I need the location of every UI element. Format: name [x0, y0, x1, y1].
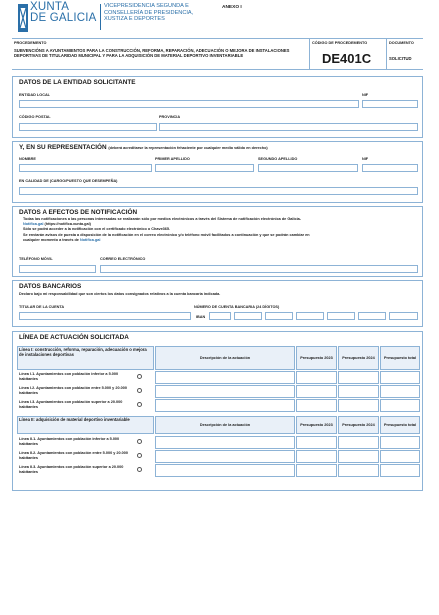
procedure-code-label: CÓDIGO DE PROCEDEMENTO: [312, 41, 368, 45]
representative-note: (deberá acreditarse la representación fehaciente por cualquier medio válido en derecho): [108, 146, 268, 150]
bank-field-5[interactable]: [327, 312, 355, 320]
line-ii2-total[interactable]: [380, 450, 420, 463]
document-label: DOCUMENTO: [389, 41, 414, 45]
provincia-label: PROVINCIA: [159, 115, 181, 119]
representative-section: [12, 141, 423, 203]
procedure-divider-1: [309, 39, 310, 69]
line-ii1-desc[interactable]: [155, 436, 295, 449]
line-ii2-2024[interactable]: [338, 450, 379, 463]
bank-declaration: Declaro bajo mi responsabilidad que son ciertos los datos consignados relativos a la cuenta bancaria indicada.: [19, 292, 221, 296]
codigo-postal-label: CÓDIGO POSTAL: [19, 115, 51, 119]
entity-nif-label: NIF: [362, 93, 369, 97]
line-i1-desc[interactable]: [155, 371, 295, 384]
group1-desc-header: Descripción de la actuación: [155, 346, 295, 370]
line-i2-desc[interactable]: [155, 385, 295, 398]
line-i3-desc[interactable]: [155, 399, 295, 412]
line-i3-2023[interactable]: [296, 399, 337, 412]
group2-2023-header: Presupuesto 2023: [296, 416, 337, 434]
bank-title: DATOS BANCARIOS: [19, 283, 82, 290]
line-i1-2023[interactable]: [296, 371, 337, 384]
group2-title: Línea II: adquisición de material deportivo inventariable: [19, 417, 130, 422]
line-ii2-radio[interactable]: [137, 453, 142, 458]
line-i3-label: Línea I.3. Ayuntamientos con población superior a 20.000 habitantes: [19, 400, 123, 409]
bank-field-6[interactable]: [358, 312, 386, 320]
line-i3-radio[interactable]: [137, 402, 142, 407]
line-i2-total[interactable]: [380, 385, 420, 398]
lines-title: LÍNEA DE ACTUACIÓN SOLICITADA: [19, 334, 129, 341]
titular-field[interactable]: [19, 312, 191, 320]
procedure-divider-2: [386, 39, 387, 69]
line-ii1-2024[interactable]: [338, 436, 379, 449]
line-ii3-total[interactable]: [380, 464, 420, 477]
logo-line-1: XUNTA: [30, 1, 70, 13]
line-i2-label: Línea I.2. Ayuntamientos con población entre 5.000 y 20.000 habitantes: [19, 386, 127, 395]
group1-title: Línea I: construcción, reforma, reparación, adecuación o mejora de instalaciones deportivas: [19, 347, 147, 357]
bank-field-2[interactable]: [234, 312, 262, 320]
entidad-local-field[interactable]: [19, 100, 359, 108]
line-i2-radio[interactable]: [137, 388, 142, 393]
iban-field[interactable]: [209, 312, 231, 320]
representative-nif-label: NIF: [362, 157, 369, 161]
line-ii3-desc[interactable]: [155, 464, 295, 477]
segundo-apellido-label: SEGUNDO APELLIDO: [258, 157, 298, 161]
titular-label: TITULAR DE LA CUENTA: [19, 305, 65, 309]
line-ii1-2023[interactable]: [296, 436, 337, 449]
bank-section: [12, 280, 423, 327]
xunta-logo-icon: [18, 4, 28, 32]
line-i1-total[interactable]: [380, 371, 420, 384]
procedure-label: PROCEDEMENTO: [14, 41, 47, 45]
entity-section: [12, 76, 423, 138]
line-ii3-2023[interactable]: [296, 464, 337, 477]
primer-apellido-label: PRIMER APELLIDO: [155, 157, 190, 161]
representative-title: [19, 144, 268, 151]
provincia-field[interactable]: [159, 123, 418, 131]
logo-line-2: DE GALICIA: [30, 12, 97, 24]
line-ii1-total[interactable]: [380, 436, 420, 449]
page-header: [0, 0, 439, 36]
notification-text: [23, 217, 420, 243]
dept-line-2: CONSELLERÍA DE PRESIDENCIA,: [104, 9, 194, 16]
procedure-box: [12, 38, 423, 70]
bank-field-7[interactable]: [389, 312, 418, 320]
telefono-field[interactable]: [19, 265, 96, 273]
line-i3-2024[interactable]: [338, 399, 379, 412]
nombre-label: NOMBRE: [19, 157, 36, 161]
notification-line-5: [23, 238, 420, 243]
notification-line-4: Se enviarán avisos de puesta a disposición de la notificación en el correo electrónico y/o teléfono móvil facilitados a continuación y que se podrán cambiar en: [23, 232, 310, 237]
dept-line-1: VICEPRESIDENCIA SEGUNDA E: [104, 3, 189, 9]
line-i3-total[interactable]: [380, 399, 420, 412]
codigo-postal-field[interactable]: [19, 123, 157, 131]
annex-label: ANEXO I: [222, 5, 242, 10]
line-ii3-label: Línea II.3. Ayuntamientos con población superior a 20.000 habitantes: [19, 465, 124, 474]
entidad-local-label: ENTIDAD LOCAL: [19, 93, 51, 97]
entity-title: DATOS DE LA ENTIDAD SOLICITANTE: [19, 79, 136, 86]
notifica-link[interactable]: Notifica.gal: [23, 222, 44, 227]
bank-field-4[interactable]: [296, 312, 324, 320]
line-i1-label: Línea I.1. Ayuntamientos con población inferior a 5.000 habitantes: [19, 372, 119, 381]
dept-line-3: XUSTIZA E DEPORTES: [104, 16, 165, 23]
group1-2024-header: Presupuesto 2024: [338, 346, 379, 370]
correo-label: CORREO ELECTRÓNICO: [100, 257, 146, 261]
entity-nif-field[interactable]: [362, 100, 418, 108]
telefono-label: TELÉFONO MÓVIL: [19, 257, 53, 261]
primer-apellido-field[interactable]: [155, 164, 254, 172]
iban-label: IBAN: [196, 315, 206, 319]
notification-title: DATOS A EFECTOS DE NOTIFICACIÓN: [19, 209, 138, 216]
line-ii2-2023[interactable]: [296, 450, 337, 463]
line-ii1-label: Línea II.1. Ayuntamientos con población inferior a 5.000 habitantes: [19, 437, 120, 446]
notification-section: [12, 206, 423, 277]
line-i2-2024[interactable]: [338, 385, 379, 398]
group2-2024-header: Presupuesto 2024: [338, 416, 379, 434]
notification-line-1: Todas las notificaciones a las personas interesadas se realizarán sólo por medios electrónicos a través del Sistema de notificación electrónica de Galicia-: [23, 217, 302, 221]
notifica-url: (https://notifica.xunta.gal): [43, 222, 91, 227]
numero-cuenta-label: NÚMERO DE CUENTA BANCARIA (24 DÍGITOS): [194, 305, 280, 309]
cargo-field[interactable]: [19, 187, 418, 195]
group2-desc-header: Descripción de la actuación: [155, 416, 295, 434]
procedure-code: DE401C: [322, 51, 372, 66]
representative-nif-field[interactable]: [362, 164, 418, 172]
group1-total-header: Presupuesto total: [380, 346, 420, 370]
document-value: SOLICITUD: [389, 56, 412, 61]
notifica-link-2[interactable]: Notifica.gal: [79, 237, 101, 242]
segundo-apellido-field[interactable]: [258, 164, 358, 172]
cargo-label: EN CALIDAD DE (CARGO/PUESTO QUE DESEMPEÑA): [19, 179, 118, 183]
group1-2023-header: Presupuesto 2023: [296, 346, 337, 370]
lines-section: [12, 331, 423, 491]
line-ii1-radio[interactable]: [137, 439, 142, 444]
line-i2-2023[interactable]: [296, 385, 337, 398]
notification-line-3: Sólo se podrá acceder a la notificación con el certificado electrónico o Chave365.: [23, 227, 171, 232]
group2-total-header: Presupuesto total: [380, 416, 420, 434]
procedure-title: SUBVENCIÓNS A AYUNTAMIENTOS PARA LA CONSTRUCCIÓN, REFORMA, REPARACIÓN, ADECUACIÓN O MEJORA DE INSTALACIONES DEPORTIVAS DE TITULARIDAD MUNICIPAL Y PARA LA ADQUISICIÓN DE MATERIAL DEPORTIVO INVENTARIABLE: [14, 48, 290, 59]
logo-separator: [100, 4, 101, 30]
correo-field[interactable]: [100, 265, 418, 273]
line-ii2-label: Línea II.2. Ayuntamientos con población entre 5.000 y 20.000 habitantes: [19, 451, 129, 460]
line-i1-2024[interactable]: [338, 371, 379, 384]
notification-line-5-pre: cualquier momento a través de: [23, 237, 80, 242]
department-name: [104, 3, 214, 23]
line-i1-radio[interactable]: [137, 374, 142, 379]
line-ii3-2024[interactable]: [338, 464, 379, 477]
line-ii3-radio[interactable]: [137, 467, 142, 472]
line-ii2-desc[interactable]: [155, 450, 295, 463]
nombre-field[interactable]: [19, 164, 152, 172]
representative-title-text: Y, EN SU REPRESENTACIÓN: [19, 144, 107, 151]
bank-field-3[interactable]: [265, 312, 293, 320]
